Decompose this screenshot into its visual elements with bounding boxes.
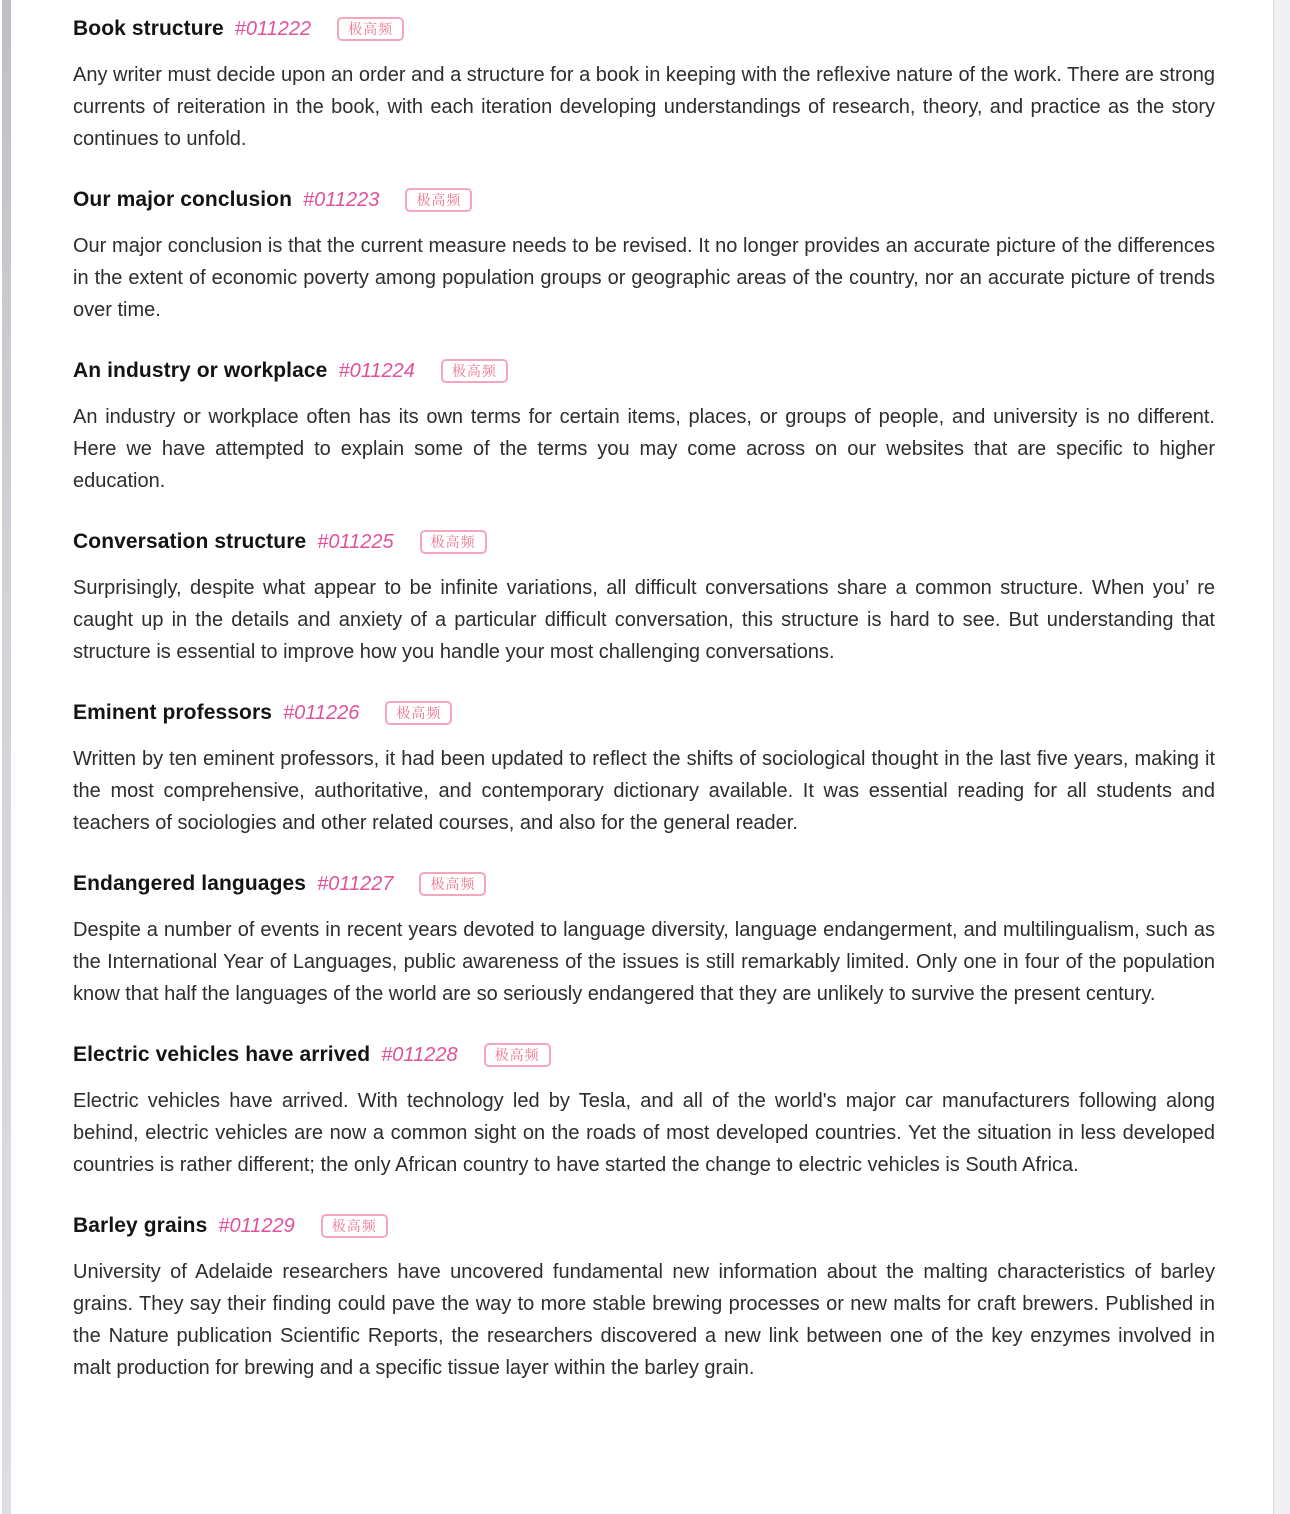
section-id: #011227 [317,873,394,895]
section-paragraph: Any writer must decide upon an order and a structure for a book in keeping with the reflexive nature of the work. There are strong currents of reiteration in the book, with each iteration developing understandings of research, theory, and practice as the story continues to unfold. [73,64,1215,150]
frequency-badge: 极高频 [385,701,452,725]
vocab-section [73,1040,1215,1181]
frequency-badge: 极高频 [441,359,508,383]
vocab-section [73,1211,1215,1384]
section-heading [73,1040,1215,1070]
section-id: #011225 [317,531,394,553]
section-title: Endangered languages [73,872,307,895]
section-heading [73,869,1215,899]
frequency-badge: 极高频 [419,872,486,896]
vocab-section [73,698,1215,839]
section-title: Our major conclusion [73,188,293,211]
frequency-badge: 极高频 [484,1043,551,1067]
section-id: #011228 [381,1044,458,1066]
vocab-section [73,185,1215,326]
section-paragraph: Our major conclusion is that the current measure needs to be revised. It no longer provides an accurate picture of the differences in the extent of economic poverty among population groups or geographic areas of the country, nor an accurate picture of trends over time. [73,235,1215,321]
section-heading [73,356,1215,386]
vocab-section [73,527,1215,668]
section-paragraph: An industry or workplace often has its own terms for certain items, places, or groups of people, and university is no different. Here we have attempted to explain some of the terms you may come across on our websites that are specific to higher education. [73,406,1215,492]
section-title: Barley grains [73,1214,208,1237]
section-heading [73,185,1215,215]
section-id: #011229 [218,1215,295,1237]
section-title: Conversation structure [73,530,307,553]
section-title: Electric vehicles have arrived [73,1043,371,1066]
vocab-section [73,14,1215,155]
vocab-section [73,869,1215,1010]
section-id: #011223 [303,189,380,211]
vocab-section [73,356,1215,497]
section-title: Eminent professors [73,701,273,724]
section-id: #011222 [234,18,312,40]
section-paragraph: Despite a number of events in recent years devoted to language diversity, language endangerment, and multilingualism, such as the International Year of Languages, public awareness of the issues is still remarkably limited. Only one in four of the population know that half the languages of the world are so seriously endangered that they are unlikely to survive the present century. [73,919,1215,1005]
frequency-badge: 极高频 [321,1214,388,1238]
frequency-badge: 极高频 [337,17,404,41]
frequency-badge: 极高频 [420,530,487,554]
section-id: #011226 [283,702,360,724]
section-heading [73,1211,1215,1241]
section-paragraph: Written by ten eminent professors, it had been updated to reflect the shifts of sociological thought in the last five years, making it the most comprehensive, authoritative, and contemporary dictionary available. It was essential reading for all students and teachers of sociologies and other related courses, and also for the general reader. [73,748,1215,834]
section-title: Book structure [73,17,224,40]
section-id: #011224 [338,360,415,382]
section-heading [73,698,1215,728]
section-paragraph: Surprisingly, despite what appear to be infinite variations, all difficult conversations share a common structure. When you’ re caught up in the details and anxiety of a particular difficult conversation, this structure is hard to see. But understanding that structure is essential to improve how you handle your most challenging conversations. [73,577,1215,663]
section-paragraph: University of Adelaide researchers have uncovered fundamental new information about the malting characteristics of barley grains. They say their finding could pave the way to more stable brewing processes or new malts for craft brewers. Published in the Nature publication Scientific Reports, the researchers discovered a new link between one of the key enzymes involved in malt production for brewing and a specific tissue layer within the barley grain. [73,1261,1215,1379]
section-paragraph: Electric vehicles have arrived. With technology led by Tesla, and all of the world's major car manufacturers following along behind, electric vehicles are now a common sight on the roads of most developed countries. Yet the situation in less developed countries is rather different; the only African country to have started the change to electric vehicles is South Africa. [73,1090,1215,1176]
section-title: An industry or workplace [73,359,328,382]
section-heading [73,14,1215,44]
section-heading [73,527,1215,557]
frequency-badge: 极高频 [405,188,472,212]
